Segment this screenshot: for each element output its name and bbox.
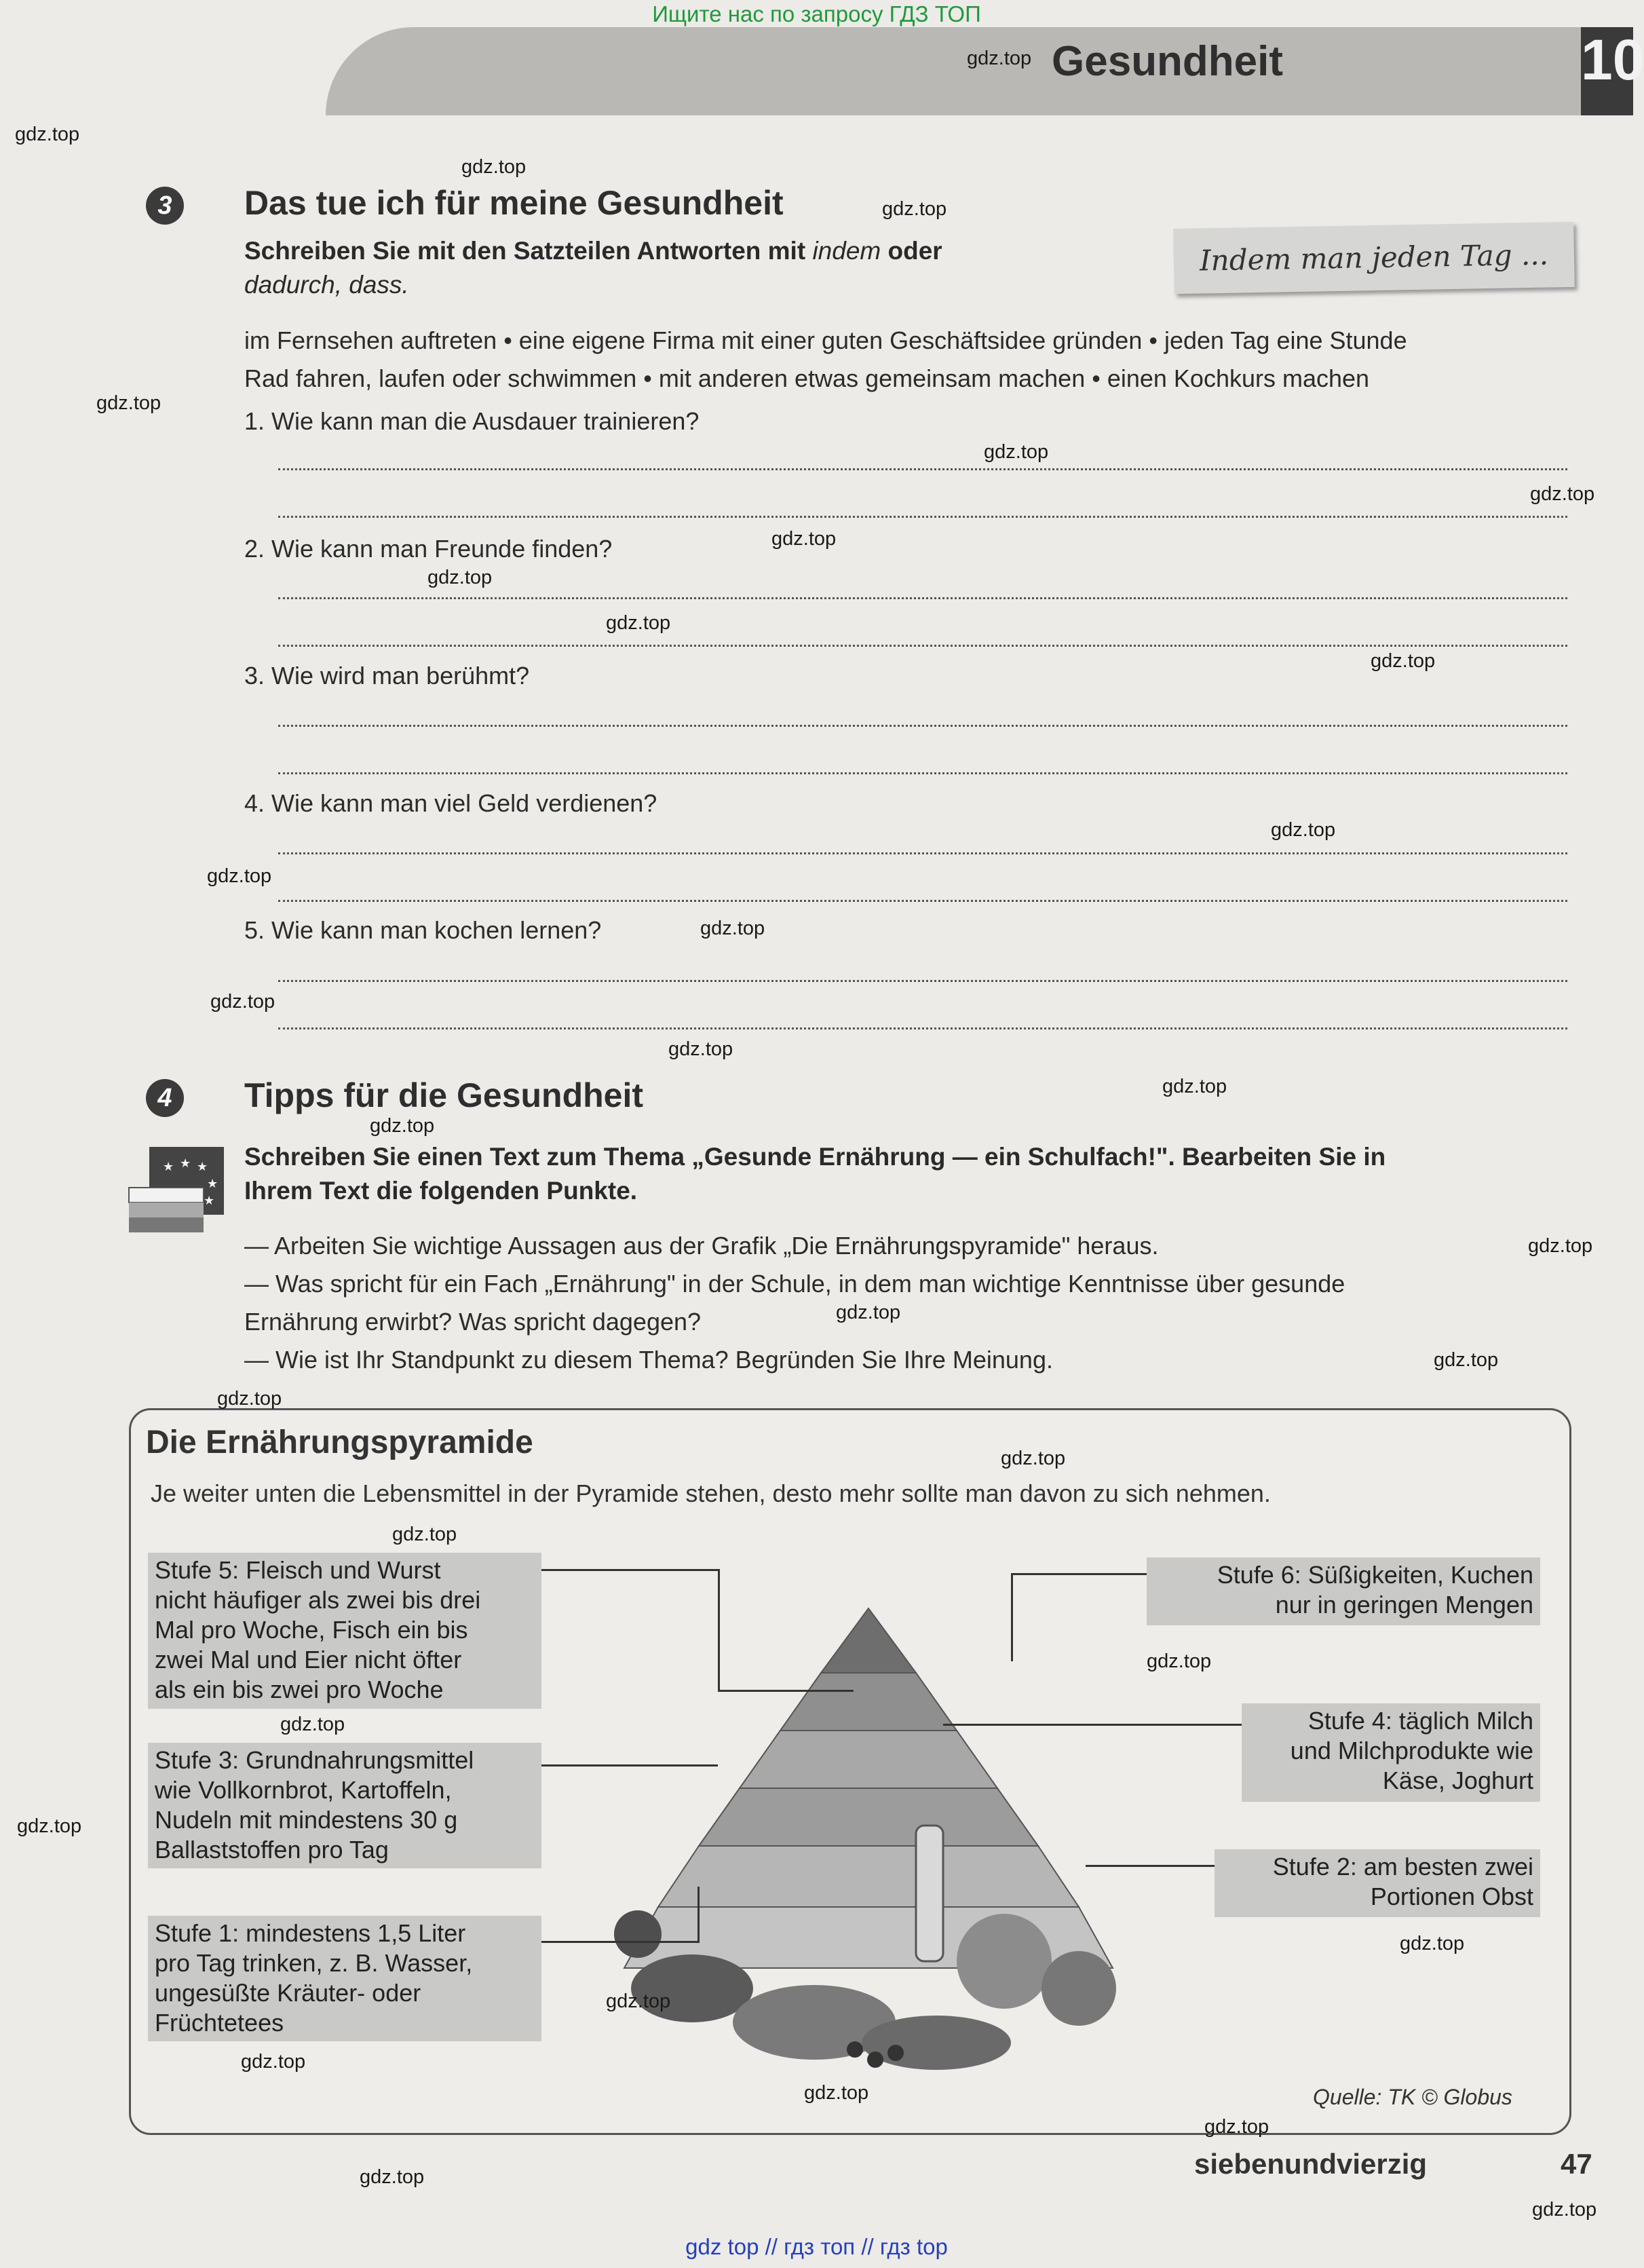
question-2: 2. Wie kann man Freunde finden? [244, 535, 613, 563]
watermark: gdz.top [461, 156, 527, 178]
stufe-1-line: pro Tag trinken, z. B. Wasser, [155, 1949, 473, 1977]
stufe-3-label [148, 1743, 541, 1868]
pyramid-level-5 [780, 1673, 957, 1731]
watermark: gdz.top [1001, 1448, 1066, 1469]
question-4: 4. Wie kann man viel Geld verdienen? [244, 789, 657, 817]
stufe-2-line: Portionen Obst [1370, 1883, 1533, 1910]
stufe-6-line: Stufe 6: Süßigkeiten, Kuchen [1217, 1561, 1533, 1589]
leader-line-stufe-6-v [1011, 1573, 1013, 1661]
leader-line-stufe-5-v [718, 1569, 720, 1691]
exercise-4-title: Tipps für die Gesundheit [244, 1076, 644, 1114]
watermark: gdz.top [836, 1302, 901, 1323]
stufe-6-label [1147, 1557, 1540, 1625]
pyramid-source: Quelle: TK © Globus [1313, 2085, 1512, 2109]
stufe-4-line: Stufe 4: täglich Milch [1307, 1707, 1533, 1735]
question-1: 1. Wie kann man die Ausdauer trainieren? [244, 407, 700, 435]
stufe-3-line: Ballaststoffen pro Tag [155, 1836, 389, 1864]
watermark: gdz.top [1371, 650, 1436, 672]
stufe-3-line: wie Vollkornbrot, Kartoffeln, [155, 1776, 452, 1804]
watermark: gdz.top [207, 865, 272, 887]
stufe-5-line: Mal pro Woche, Fisch ein bis [155, 1616, 468, 1644]
watermark: gdz.top [360, 2166, 425, 2188]
watermark: gdz.top [882, 198, 947, 220]
task-text-2: oder [887, 237, 942, 265]
answer-line-2b[interactable] [278, 645, 1567, 647]
watermark: gdz.top [1162, 1076, 1227, 1097]
pyramid-level-4 [740, 1731, 997, 1788]
leader-line-stufe-3 [541, 1764, 718, 1766]
stufe-4-line: und Milchprodukte wie [1290, 1737, 1533, 1764]
leader-line-stufe-5 [541, 1569, 719, 1571]
watermark: gdz.top [1147, 1650, 1212, 1672]
answer-line-1b[interactable] [278, 516, 1567, 518]
watermark: gdz.top [1271, 819, 1336, 841]
top-banner[interactable]: Ищите нас по запросу ГДЗ ТОП [652, 1, 981, 26]
leader-line-stufe-5-h2 [718, 1690, 854, 1692]
leader-line-stufe-2 [1086, 1865, 1215, 1867]
exercise-3-task [244, 234, 1181, 302]
watermark: gdz.top [1532, 2199, 1597, 2220]
pyramid-title: Die Ernährungspyramide [146, 1424, 533, 1460]
watermark: gdz.top [217, 1388, 282, 1410]
page-number: 47 [1561, 2148, 1592, 2180]
chapter-number: 10 [1581, 27, 1633, 115]
watermark: gdz.top [1528, 1235, 1593, 1257]
leader-line-stufe-6 [1011, 1573, 1147, 1575]
watermark: gdz.top [606, 612, 671, 634]
watermark: gdz.top [17, 1815, 82, 1837]
watermark: gdz.top [370, 1115, 435, 1137]
answer-line-4b[interactable] [278, 900, 1567, 902]
exercise-4-badge: 4 [146, 1079, 184, 1117]
stufe-5-line: zwei Mal und Eier nicht öfter [155, 1646, 462, 1674]
svg-text:★: ★ [207, 1177, 218, 1191]
stufe-5-line: als ein bis zwei pro Woche [155, 1676, 444, 1703]
stufe-1-label [148, 1916, 541, 2041]
pyramid-level-6 [821, 1608, 916, 1673]
watermark: gdz.top [1204, 2116, 1269, 2138]
question-5: 5. Wie kann man kochen lernen? [244, 916, 602, 944]
bottom-banner[interactable]: gdz top // гдз топ // гдз top [685, 2234, 948, 2259]
leader-line-stufe-1 [541, 1941, 697, 1943]
svg-text:★: ★ [163, 1160, 174, 1174]
task-text-1: Schreiben Sie mit den Satzteilen Antworten mit [244, 237, 806, 265]
watermark: gdz.top [804, 2082, 869, 2104]
leader-line-stufe-1-v [697, 1887, 700, 1943]
watermark: gdz.top [210, 991, 275, 1013]
watermark: gdz.top [606, 1990, 671, 2012]
watermark: gdz.top [668, 1038, 733, 1060]
watermark: gdz.top [1400, 1933, 1465, 1954]
stufe-2-line: Stufe 2: am besten zwei [1272, 1853, 1533, 1880]
pyramid-graphic [597, 1608, 1120, 2083]
phrases-block [244, 322, 1574, 398]
answer-line-3b[interactable] [278, 772, 1567, 774]
watermark: gdz.top [280, 1714, 345, 1735]
stufe-5-line: nicht häufiger als zwei bis drei [155, 1586, 481, 1614]
task-word-indem: indem [812, 237, 881, 265]
svg-text:★: ★ [180, 1156, 191, 1171]
phrases-line-2: Rad fahren, laufen oder schwimmen • mit anderen etwas gemeinsam machen • einen Kochkurs machen [244, 364, 1370, 392]
watermark: gdz.top [1530, 483, 1595, 505]
answer-line-2a[interactable] [278, 597, 1567, 599]
task-word-dadurch: dadurch, dass. [244, 271, 409, 299]
watermark: gdz.top [771, 528, 837, 550]
watermark: gdz.top [427, 567, 493, 588]
leader-line-stufe-4 [943, 1724, 1242, 1726]
phrases-line-1: im Fernsehen auftreten • eine eigene Firma mit einer guten Geschäftsidee gründen • jeden Tag eine Stunde [244, 326, 1407, 354]
exercise-4-task-line-2: Ihrem Text die folgenden Punkte. [244, 1177, 638, 1205]
stufe-5-label [148, 1553, 541, 1709]
answer-line-4a[interactable] [278, 852, 1567, 854]
exercise-3-badge: 3 [146, 187, 184, 225]
exercise-4-points [244, 1227, 1574, 1379]
pyramid-subtitle: Je weiter unten die Lebensmittel in der Pyramide stehen, desto mehr sollte man davon zu sich nehmen. [151, 1479, 1271, 1507]
stufe-6-line: nur in geringen Mengen [1275, 1591, 1533, 1619]
example-note: Indem man jeden Tag ... [1173, 222, 1575, 294]
stufe-5-line: Stufe 5: Fleisch und Wurst [155, 1556, 441, 1584]
watermark: gdz.top [15, 124, 80, 145]
stufe-4-label [1242, 1703, 1540, 1802]
pyramid-level-3 [699, 1788, 1038, 1846]
point-2-cont: Ernährung erwirbt? Was spricht dagegen? [244, 1308, 702, 1336]
stufe-2-label [1215, 1849, 1540, 1917]
answer-line-1a[interactable] [278, 468, 1567, 470]
stufe-1-line: ungesüßte Kräuter- oder [155, 1979, 421, 2007]
point-3: — Wie ist Ihr Standpunkt zu diesem Thema? Begründen Sie Ihre Meinung. [244, 1346, 1053, 1374]
watermark: gdz.top [700, 918, 765, 939]
watermark: gdz.top [984, 441, 1049, 463]
exercise-3-title: Das tue ich für meine Gesundheit [244, 184, 784, 222]
stufe-4-line: Käse, Joghurt [1382, 1766, 1533, 1794]
watermark: gdz.top [967, 48, 1032, 69]
eu-flag-icon [149, 1147, 224, 1235]
watermark: gdz.top [96, 392, 161, 414]
watermark: gdz.top [241, 2051, 306, 2073]
stufe-3-line: Stufe 3: Grundnahrungsmittel [155, 1746, 474, 1774]
svg-text:★: ★ [197, 1160, 208, 1174]
watermark: gdz.top [392, 1524, 457, 1545]
chapter-title: Gesundheit [1052, 38, 1284, 85]
stufe-3-line: Nudeln mit mindestens 30 g [155, 1806, 458, 1834]
watermark: gdz.top [1434, 1349, 1499, 1371]
stufe-1-line: Stufe 1: mindestens 1,5 Liter [155, 1919, 466, 1947]
answer-line-5b[interactable] [278, 1027, 1567, 1029]
point-2: — Was spricht für ein Fach „Ernährung" in der Schule, in dem man wichtige Kenntnisse über gesunde [244, 1270, 1345, 1298]
svg-text:★: ★ [204, 1194, 215, 1208]
question-3: 3. Wie wird man berühmt? [244, 662, 530, 689]
page-number-word: siebenundvierzig [1194, 2148, 1428, 2180]
exercise-4-task [244, 1140, 1574, 1208]
stufe-1-line: Früchtetees [155, 2009, 284, 2037]
point-1: — Arbeiten Sie wichtige Aussagen aus der Grafik „Die Ernährungspyramide" heraus. [244, 1232, 1159, 1260]
answer-line-3a[interactable] [278, 725, 1567, 727]
header-bar [326, 27, 1615, 115]
exercise-4-task-line-1: Schreiben Sie einen Text zum Thema „Gesunde Ernährung — ein Schulfach!". Bearbeiten Sie in [244, 1143, 1386, 1171]
answer-line-5a[interactable] [278, 980, 1567, 982]
pyramid-level-2 [658, 1846, 1079, 1907]
